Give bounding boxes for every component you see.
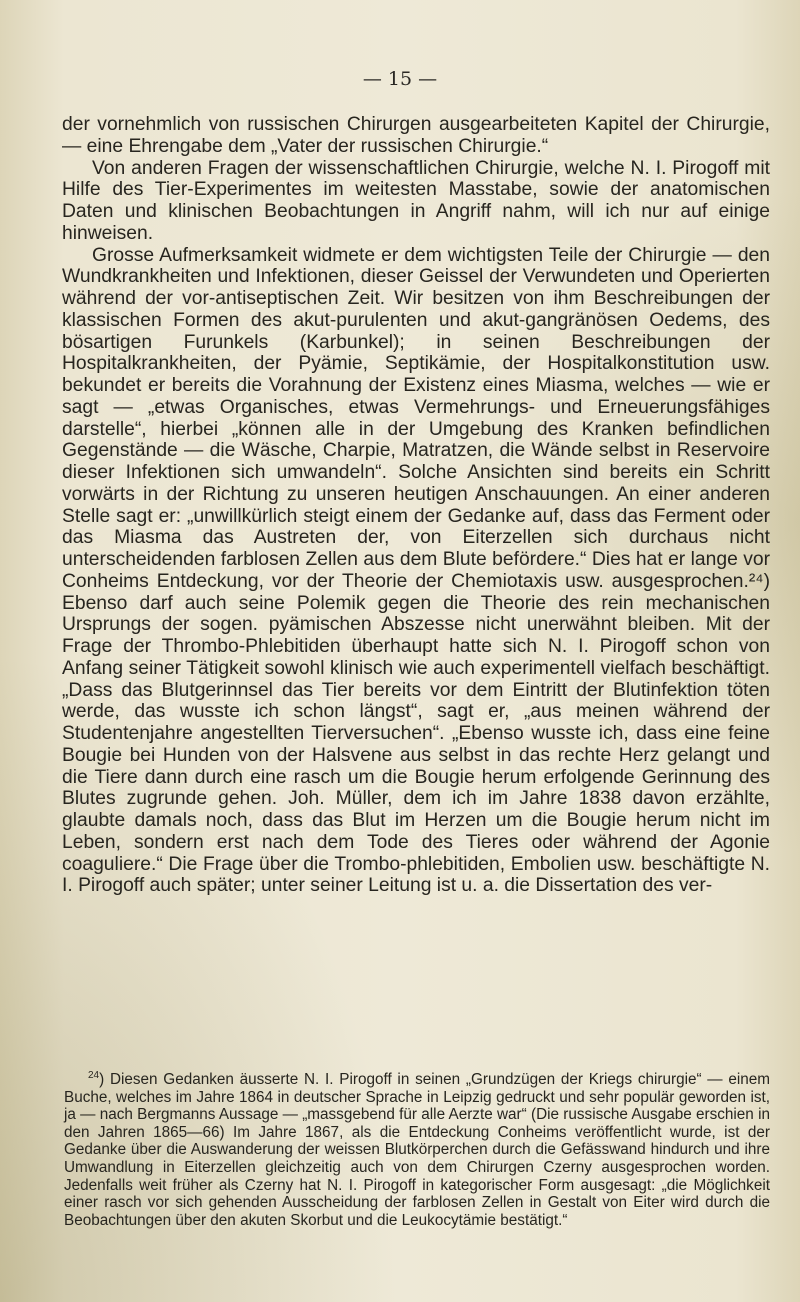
main-text	[62, 114, 770, 897]
footnote-text: ) Diesen Gedanken äusserte N. I. Pirogoff in seinen „Grundzügen der Kriegs chirurgie“ — einem Buche, welches im Jahre 1864 in deutscher Sprache in Leipzig gedruckt und sehr populär geworden ist, ja — nach Bergmanns Aussage — „massgebend für alle Aerzte war“ (Die russische Ausgabe erschien in den Jahren 1865—66) Im Jahre 1867, als die Entdeckung Conheims veröffentlicht wurde, ist der Gedanke über die Auswanderung der weissen Blutkörperchen durch die Gefässwand hindurch und ihre Umwandlung in Eiterzellen gleichzeitig auch von dem Chirurgen Czerny ausgesprochen worden. Jedenfalls weit früher als Czerny hat N. I. Pirogoff in kategorischer Form ausgesagt: „die Möglichkeit einer rasch vor sich gehenden Ausscheidung der farblosen Zellen in Gestalt von Eiter wird durch die Beobachtungen über den akuten Skorbut und die Leukocytämie bestätigt.“	[64, 1071, 770, 1229]
footnote	[64, 1067, 770, 1229]
paragraph-continuation: der vornehmlich von russischen Chirurgen ausgearbeiteten Kapitel der Chirurgie, — eine Ehrengabe dem „Vater der russischen Chirurgie.“	[62, 114, 770, 157]
footnote-marker: 24	[88, 1070, 100, 1081]
paragraph-wound-infections: Grosse Aufmerksamkeit widmete er dem wichtigsten Teile der Chirurgie — den Wundkrankheiten und Infektionen, dieser Geissel der Verwundeten und Operierten während der vor-antiseptischen Zeit. Wir besitzen von ihm Beschreibungen der klassischen Formen des akut-purulenten und akut-gangränösen Oedems, des bösartigen Furunkels (Karbunkel); in seinen Beschreibungen der Hospitalkrankheiten, der Pyämie, Septikämie, der Hospitalkonstitution usw. bekundet er bereits die Vorahnung der Existenz eines Miasma, welches — wie er sagt — „etwas Organisches, etwas Vermehrungs- und Erneuerungsfähiges darstelle“, hierbei „können alle in der Umgebung des Kranken befindlichen Gegenstände — die Wäsche, Charpie, Matratzen, die Wände selbst in Reservoire dieser Infektionen sich umwandeln“. Solche Ansichten sind bereits ein Schritt vorwärts in der Richtung zu unseren heutigen Anschauungen. An einer anderen Stelle sagt er: „unwillkürlich steigt einem der Gedanke auf, dass das Ferment oder das Miasma das Austreten der, von Eiterzellen sich durchaus nicht unterscheidenden farblosen Zellen aus dem Blute befördere.“ Dies hat er lange vor Conheims Entdeckung, vor der Theorie der Chemiotaxis usw. ausgesprochen.²⁴) Ebenso darf auch seine Polemik gegen die Theorie des rein mechanischen Ursprungs der sogen. pyämischen Abszesse nicht unerwähnt bleiben. Mit der Frage der Thrombo-Phlebitiden überhaupt hatte sich N. I. Pirogoff schon von Anfang seiner Tätigkeit sowohl klinisch wie auch experimentell vielfach beschäftigt. „Dass das Blutgerinnsel das Tier bereits vor dem Eintritt der Blutinfektion töten werde, das wusste ich schon längst“, sagt er, „aus meinen während der Studentenjahre angestellten Tierversuchen“. „Ebenso wusste ich, dass eine feine Bougie bei Hunden von der Halsvene aus selbst in das rechte Herz gelangt und die Tiere dann durch eine rasch um die Bougie herum erfolgende Gerinnung des Blutes zugrunde gehen. Joh. Müller, dem ich im Jahre 1838 davon erzählte, glaubte damals noch, dass das Blut im Herzen um die Bougie herum nicht im Leben, sondern erst nach dem Tode des Tieres oder während der Agonie coaguliere.“ Die Frage über die Trombo-phlebitiden, Embolien usw. beschäftigte N. I. Pirogoff auch später; unter seiner Leitung ist u. a. die Dissertation des ver-	[62, 244, 770, 897]
paragraph-surgery-questions: Von anderen Fragen der wissenschaftlichen Chirurgie, welche N. I. Pirogoff mit Hilfe des Tier-Experimentes im weitesten Masstabe, sowie der anatomischen Daten und klinischen Beobachtungen in Angriff nahm, will ich nur auf einige hinweisen.	[62, 157, 770, 244]
page-number: — 15 —	[362, 68, 438, 90]
